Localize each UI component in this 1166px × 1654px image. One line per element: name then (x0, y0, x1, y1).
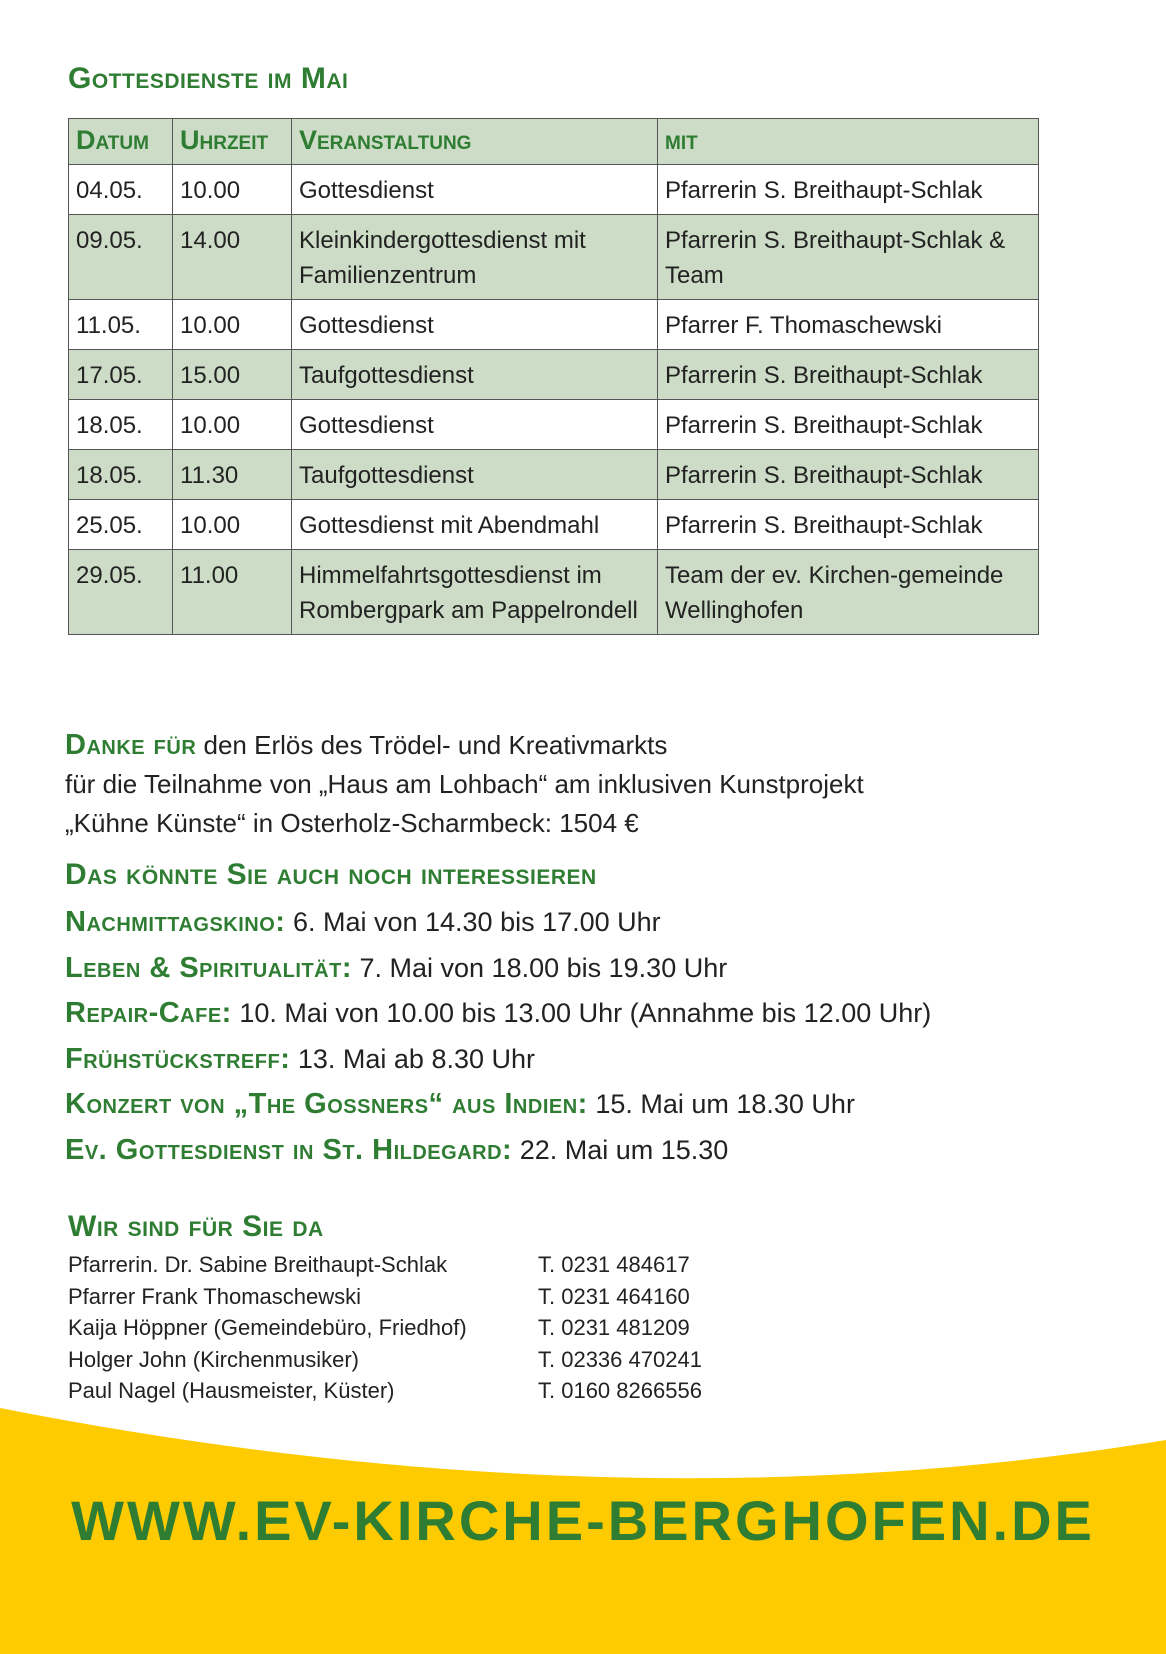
contact-row (68, 1378, 702, 1410)
table-row (69, 400, 1039, 450)
table-row (69, 350, 1039, 400)
cell-time: 10.00 (173, 400, 292, 450)
table-row (69, 450, 1039, 500)
cell-date: 25.05. (69, 500, 173, 550)
cell-event: Gottesdienst (292, 400, 658, 450)
contact-row (68, 1283, 690, 1316)
cell-time: 14.00 (173, 215, 292, 300)
header-datum: Datum (69, 119, 173, 165)
thanks-line-2: für die Teilnahme von „Haus am Lohbach“ am inklusiven Kunstprojekt (65, 769, 864, 799)
cell-officiant: Pfarrerin S. Breithaupt-Schlak (658, 500, 1039, 550)
cell-date: 04.05. (69, 165, 173, 215)
page-title: Gottesdienste im Mai (68, 62, 349, 95)
cell-event: Himmelfahrtsgottesdienst im Rombergpark am Pappelrondell (292, 550, 658, 635)
contact-name: Paul Nagel (Hausmeister, Küster) (68, 1378, 395, 1404)
table-header-row (69, 119, 1039, 165)
cell-event: Gottesdienst (292, 300, 658, 350)
thanks-line-3: „Kühne Künste“ in Osterholz-Scharmbeck: 1504 € (65, 808, 639, 838)
interest-heading: Das könnte Sie auch noch interessieren (65, 858, 597, 891)
website-url[interactable]: WWW.EV-KIRCHE-BERGHOFEN.DE (71, 1489, 1095, 1552)
event-item (65, 1088, 931, 1134)
cell-time: 11.00 (173, 550, 292, 635)
contact-phone: T. 02336 470241 (538, 1346, 702, 1372)
cell-officiant: Pfarrerin S. Breithaupt-Schlak & Team (658, 215, 1039, 300)
cell-time: 15.00 (173, 350, 292, 400)
contact-row (68, 1315, 690, 1347)
contact-phone: T. 0160 8266556 (538, 1378, 702, 1404)
cell-date: 18.05. (69, 450, 173, 500)
cell-officiant: Pfarrerin S. Breithaupt-Schlak (658, 350, 1039, 400)
cell-date: 11.05. (69, 300, 173, 350)
event-label: Repair-Cafe: (65, 997, 232, 1030)
thanks-label: Danke für (65, 729, 197, 761)
cell-officiant: Pfarrer F. Thomaschewski (658, 300, 1039, 350)
thanks-paragraph (65, 726, 1145, 843)
cell-time: 10.00 (173, 300, 292, 350)
cell-event: Taufgottesdienst (292, 350, 658, 400)
table-row (69, 215, 1039, 300)
cell-officiant: Pfarrerin S. Breithaupt-Schlak (658, 165, 1039, 215)
table-row (69, 165, 1039, 215)
events-list (65, 906, 931, 1180)
event-text: 22. Mai um 15.30 (512, 1134, 729, 1165)
cell-date: 29.05. (69, 550, 173, 635)
contact-row (68, 1346, 702, 1379)
event-label: Nachmittagskino: (65, 906, 286, 938)
table-row (69, 550, 1039, 635)
event-item (65, 906, 931, 952)
event-label: Ev. Gottesdienst in St. Hildegard: (65, 1133, 513, 1166)
contacts-list (68, 1252, 702, 1410)
thanks-line-1: den Erlös des Trödel- und Kreativmarkts (196, 730, 668, 760)
header-veranstaltung: Veranstaltung (292, 119, 658, 165)
event-text: 15. Mai um 18.30 Uhr (587, 1089, 855, 1120)
table-row (69, 500, 1039, 550)
event-label: Frühstückstreff: (65, 1042, 291, 1075)
contact-phone: T. 0231 484617 (538, 1252, 690, 1277)
contact-name: Holger John (Kirchenmusiker) (68, 1346, 359, 1372)
cell-event: Kleinkindergottesdienst mit Familienzentrum (292, 215, 658, 300)
contact-name: Pfarrer Frank Thomaschewski (68, 1283, 362, 1309)
cell-time: 11.30 (173, 450, 292, 500)
event-label: Leben & Spiritualität: (65, 951, 352, 984)
cell-date: 09.05. (69, 215, 173, 300)
event-item (65, 952, 931, 998)
contact-name: Kaija Höppner (Gemeindebüro, Friedhof) (68, 1315, 467, 1341)
cell-date: 17.05. (69, 350, 173, 400)
contact-phone: T. 0231 481209 (538, 1315, 690, 1341)
event-text: 6. Mai von 14.30 bis 17.00 Uhr (285, 907, 661, 937)
table-row (69, 300, 1039, 350)
cell-officiant: Pfarrerin S. Breithaupt-Schlak (658, 450, 1039, 500)
cell-time: 10.00 (173, 165, 292, 215)
event-item (65, 1134, 931, 1180)
header-mit: mit (658, 119, 1039, 165)
event-text: 7. Mai von 18.00 bis 19.30 Uhr (352, 952, 728, 983)
cell-time: 10.00 (173, 500, 292, 550)
contacts-heading: Wir sind für Sie da (68, 1210, 324, 1243)
cell-event: Taufgottesdienst (292, 450, 658, 500)
cell-event: Gottesdienst mit Abendmahl (292, 500, 658, 550)
event-label: Konzert von „The Gossners“ aus Indien: (65, 1088, 588, 1121)
services-table (68, 118, 1039, 635)
contact-phone: T. 0231 464160 (538, 1283, 690, 1309)
event-text: 13. Mai ab 8.30 Uhr (290, 1043, 536, 1074)
cell-officiant: Pfarrerin S. Breithaupt-Schlak (658, 400, 1039, 450)
contact-name: Pfarrerin. Dr. Sabine Breithaupt-Schlak (68, 1252, 448, 1277)
event-item (65, 997, 931, 1043)
cell-date: 18.05. (69, 400, 173, 450)
cell-officiant: Team der ev. Kirchen-gemeinde Wellinghofen (658, 550, 1039, 635)
header-uhrzeit: Uhrzeit (173, 119, 292, 165)
contact-row (68, 1252, 690, 1284)
event-item (65, 1043, 931, 1089)
cell-event: Gottesdienst (292, 165, 658, 215)
event-text: 10. Mai von 10.00 bis 13.00 Uhr (Annahme bis 12.00 Uhr) (231, 998, 932, 1029)
